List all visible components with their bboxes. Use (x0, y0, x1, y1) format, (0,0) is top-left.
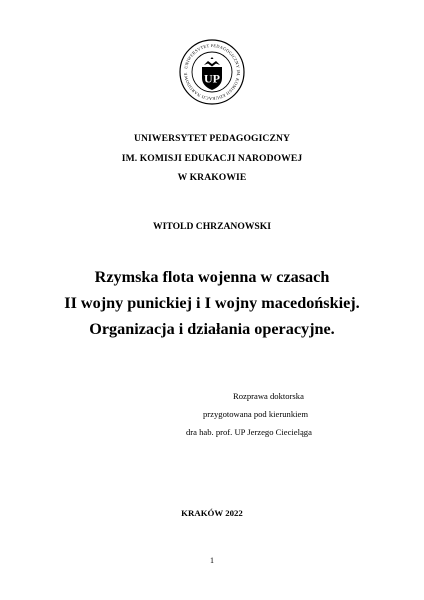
seal-ring-textpath: UNIWERSYTET PEDAGOGICZNY IM. KOMISJI EDUKACJI NARODOWE (182, 42, 242, 102)
thesis-supervisor: dra hab. prof. UP Jerzego Ciecieląga (186, 427, 312, 437)
seal-monogram: UP (204, 71, 220, 86)
university-city-line: W KRAKOWIE (177, 172, 247, 183)
seal-icon (178, 38, 246, 106)
thesis-title-line-1: Rzymska flota wojenna w czasach (94, 268, 330, 286)
university-name-line-1: UNIWERSYTET PEDAGOGICZNY (133, 133, 291, 144)
author-name: WITOLD CHRZANOWSKI (153, 221, 271, 232)
thesis-type: Rozprawa doktorska (233, 391, 304, 401)
thesis-title-line-2: II wojny punickiej i I wojny macedońskiej. (64, 294, 360, 312)
page-number: 1 (210, 556, 214, 565)
place-and-year: KRAKÓW 2022 (181, 508, 243, 518)
thesis-supervision-note: przygotowana pod kierunkiem (203, 409, 309, 419)
university-name-line-2: IM. KOMISJI EDUKACJI NARODOWEJ (121, 153, 303, 164)
university-seal-logo (178, 38, 246, 106)
thesis-title-line-3: Organizacja i działania operacyjne. (89, 320, 335, 338)
